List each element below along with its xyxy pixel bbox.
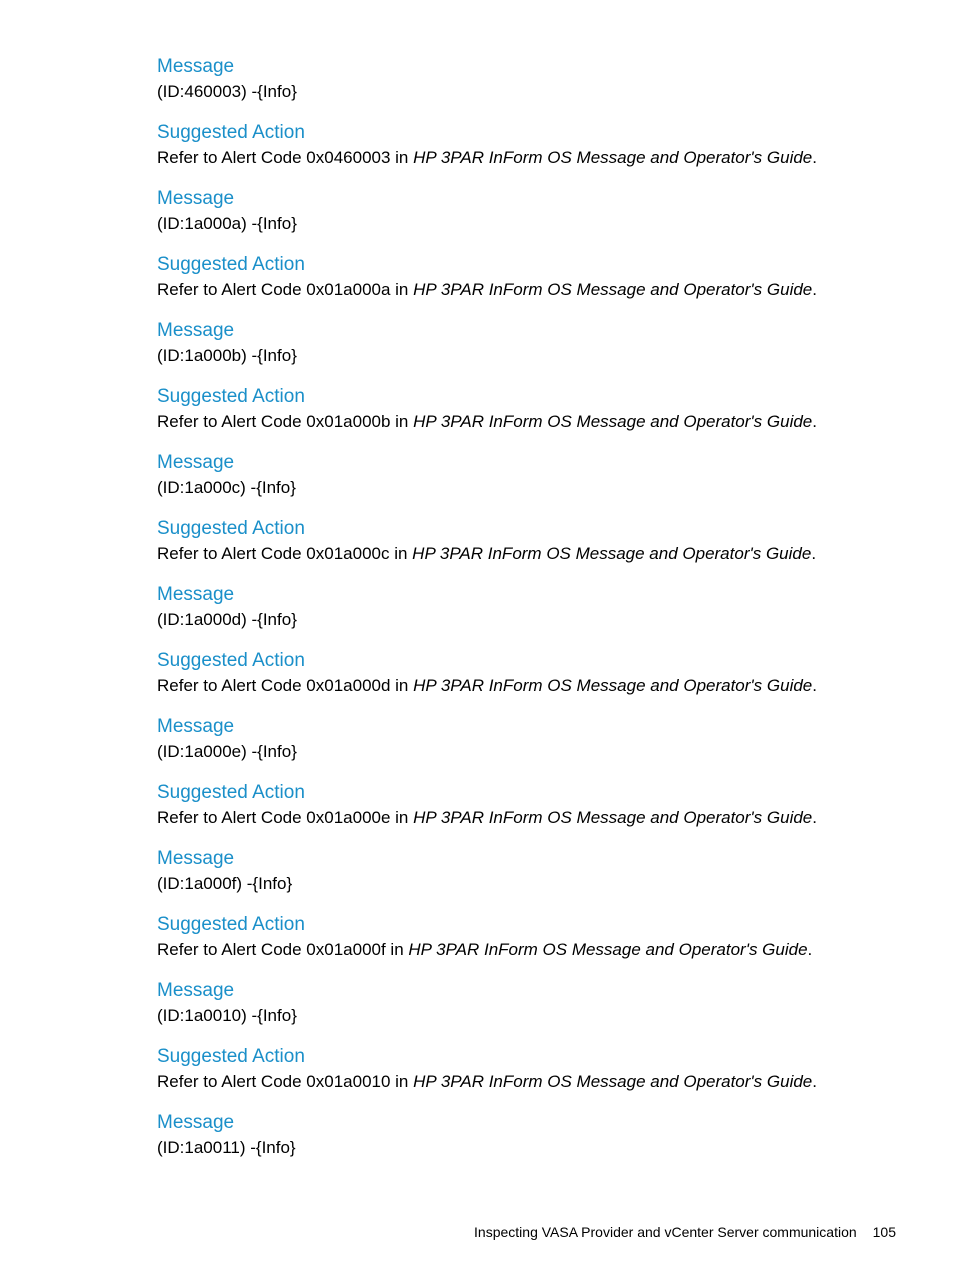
alert-entry (157, 583, 877, 715)
suggested-action-heading: Suggested Action (157, 1046, 305, 1067)
guide-title: HP 3PAR InForm OS Message and Operator's Guide (412, 544, 812, 563)
action-suffix: . (812, 412, 817, 431)
alert-entry (157, 451, 877, 583)
action-prefix: Refer to Alert Code 0x0460003 in (157, 148, 414, 167)
action-suffix: . (812, 280, 817, 299)
action-suffix: . (812, 808, 817, 827)
suggested-action-heading: Suggested Action (157, 122, 305, 143)
message-heading: Message (157, 188, 235, 209)
guide-title: HP 3PAR InForm OS Message and Operator's Guide (413, 148, 813, 167)
suggested-action-heading: Suggested Action (157, 386, 305, 407)
page-number: 105 (872, 1224, 896, 1240)
action-suffix: . (812, 148, 817, 167)
suggested-action-heading: Suggested Action (157, 782, 305, 803)
suggested-action-text (157, 1069, 877, 1095)
alert-entry (157, 715, 877, 847)
message-text: (ID:1a000d) -{Info} (157, 610, 297, 629)
guide-title: HP 3PAR InForm OS Message and Operator's Guide (413, 676, 813, 695)
action-prefix: Refer to Alert Code 0x01a000b in (157, 412, 414, 431)
message-text: (ID:1a000a) -{Info} (157, 214, 297, 233)
message-text: (ID:1a000e) -{Info} (157, 742, 297, 761)
message-text: (ID:1a000f) -{Info} (157, 874, 293, 893)
alert-entry (157, 319, 877, 451)
action-prefix: Refer to Alert Code 0x01a0010 in (157, 1072, 414, 1091)
message-text: (ID:1a0011) -{Info} (157, 1138, 296, 1157)
action-suffix: . (811, 544, 817, 563)
alert-entry (157, 55, 877, 187)
message-text: (ID:1a000c) -{Info} (157, 478, 296, 497)
footer-section-title: Inspecting VASA Provider and vCenter Server communication (474, 1224, 857, 1240)
message-heading: Message (157, 980, 235, 1001)
action-prefix: Refer to Alert Code 0x01a000a in (157, 280, 414, 299)
suggested-action-text (157, 277, 877, 303)
alert-entry-final (157, 1111, 877, 1161)
suggested-action-text (157, 409, 877, 435)
suggested-action-text (157, 145, 877, 171)
suggested-action-heading: Suggested Action (157, 254, 305, 275)
action-prefix: Refer to Alert Code 0x01a000e in (157, 808, 414, 827)
action-suffix: . (812, 676, 817, 695)
suggested-action-text (157, 541, 877, 567)
action-prefix: Refer to Alert Code 0x01a000f in (157, 940, 409, 959)
suggested-action-text (157, 673, 877, 699)
message-heading: Message (157, 56, 235, 77)
alert-entry (157, 979, 877, 1111)
page-footer (474, 1222, 896, 1242)
suggested-action-text (157, 805, 877, 831)
guide-title: HP 3PAR InForm OS Message and Operator's Guide (413, 1072, 813, 1091)
guide-title: HP 3PAR InForm OS Message and Operator's Guide (413, 808, 813, 827)
guide-title: HP 3PAR InForm OS Message and Operator's Guide (413, 280, 813, 299)
message-heading: Message (157, 320, 235, 341)
action-prefix: Refer to Alert Code 0x01a000c in (157, 544, 413, 563)
action-prefix: Refer to Alert Code 0x01a000d in (157, 676, 414, 695)
document-content (157, 55, 877, 1161)
message-heading: Message (157, 1112, 235, 1133)
suggested-action-heading: Suggested Action (157, 650, 305, 671)
suggested-action-heading: Suggested Action (157, 518, 305, 539)
message-text: (ID:460003) -{Info} (157, 82, 297, 101)
action-suffix: . (812, 1072, 817, 1091)
suggested-action-text (157, 937, 877, 963)
alert-entry (157, 847, 877, 979)
message-text: (ID:1a000b) -{Info} (157, 346, 297, 365)
message-heading: Message (157, 848, 235, 869)
suggested-action-heading: Suggested Action (157, 914, 305, 935)
alert-entry (157, 187, 877, 319)
guide-title: HP 3PAR InForm OS Message and Operator's Guide (408, 940, 808, 959)
message-text: (ID:1a0010) -{Info} (157, 1006, 297, 1025)
message-heading: Message (157, 584, 235, 605)
message-heading: Message (157, 716, 235, 737)
action-suffix: . (807, 940, 813, 959)
guide-title: HP 3PAR InForm OS Message and Operator's Guide (413, 412, 813, 431)
message-heading: Message (157, 452, 235, 473)
